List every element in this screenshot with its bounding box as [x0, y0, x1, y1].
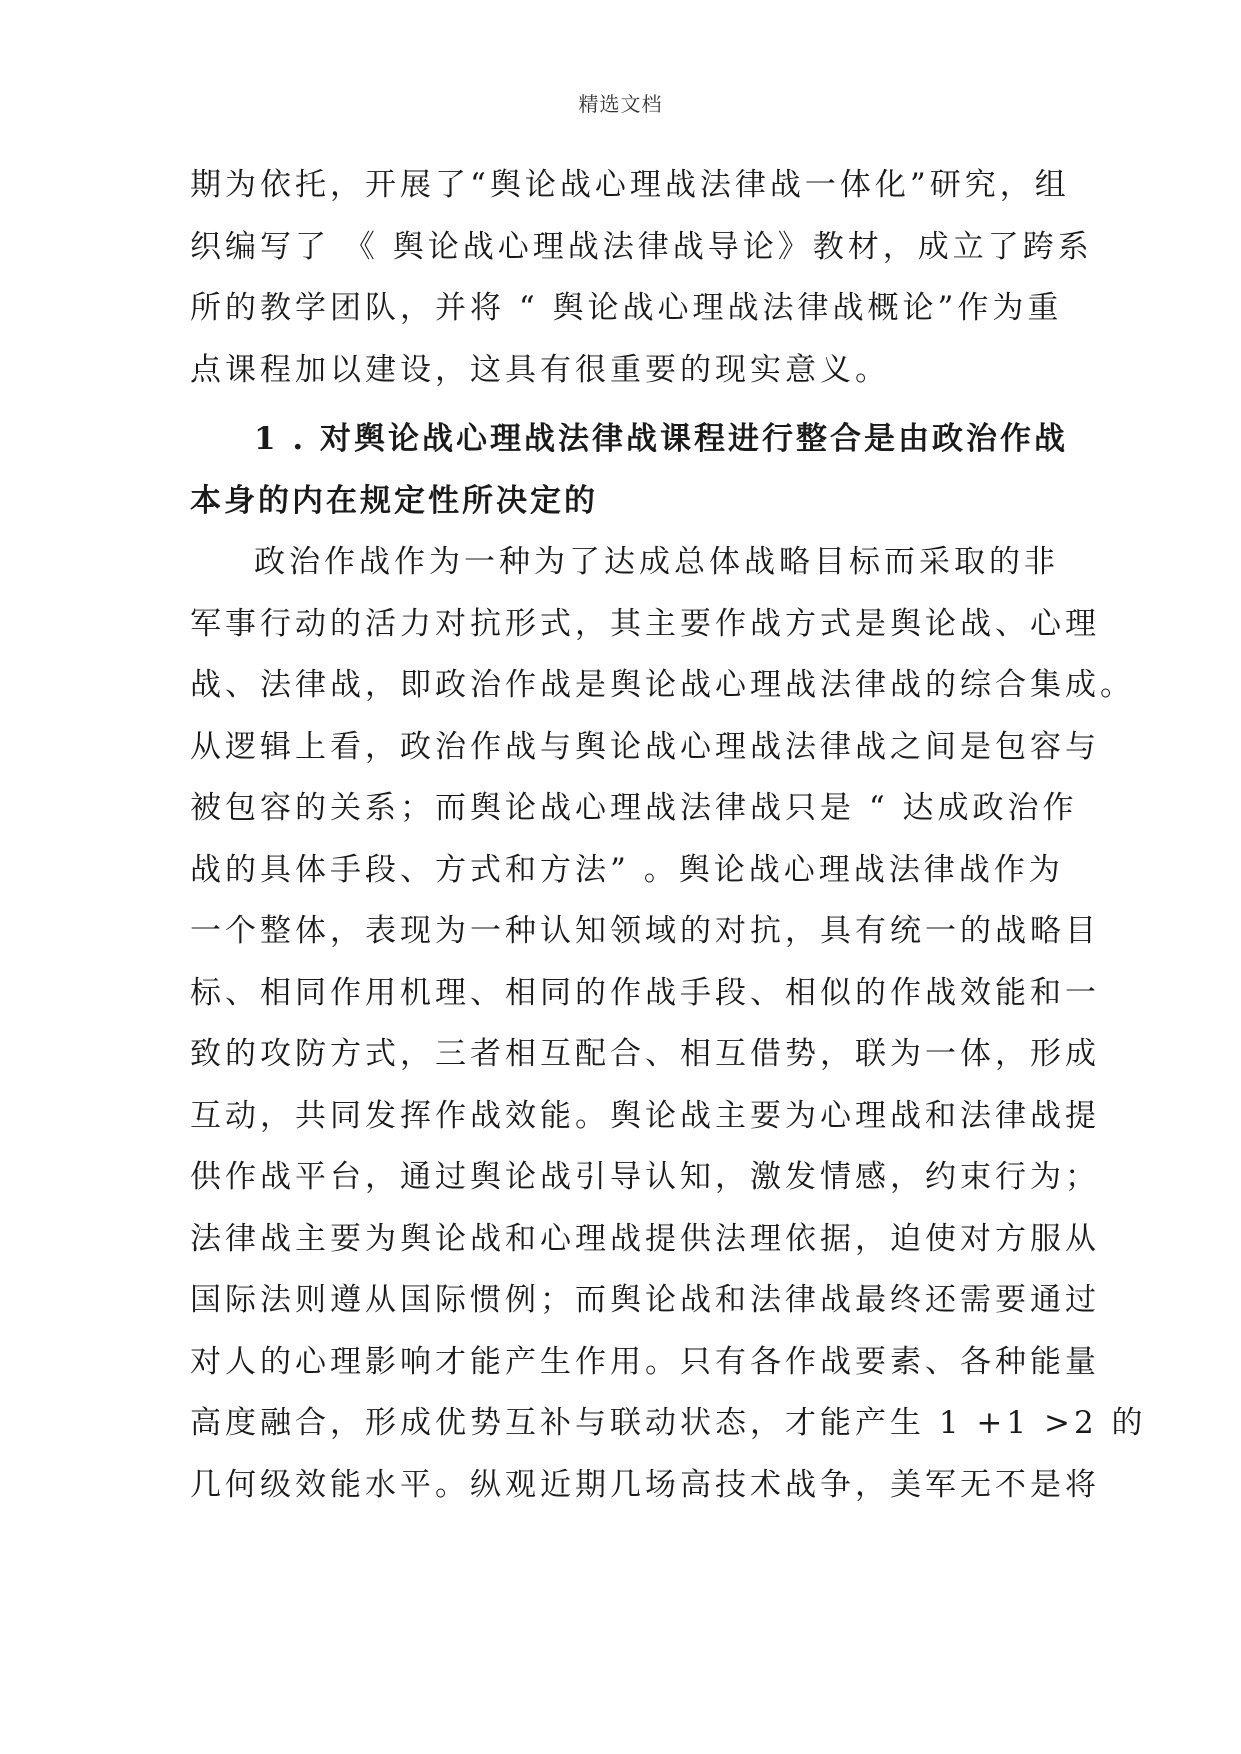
text-line: 期为依托，开展了“舆论战心理战法律战一体化”研究，组: [190, 167, 1070, 203]
page-header: 精选文档: [578, 92, 663, 116]
paragraph: [190, 155, 1093, 401]
text-line: 致的攻防方式，三者相互配合、相互借势，联为一体，形成: [190, 1036, 1100, 1072]
text-line: 供作战平台，通过舆论战引导认知，激发情感，约束行为；: [190, 1159, 1100, 1195]
heading-line: 1 . 对舆论战心理战法律战课程进行整合是由政治作战: [254, 421, 1068, 457]
text-line: 高度融合，形成优势互补与联动状态，才能产生 1 +1 >2 的: [190, 1405, 1147, 1441]
paragraph: [190, 532, 1147, 1516]
text-line: 国际法则遵从国际惯例；而舆论战和法律战最终还需要通过: [190, 1282, 1100, 1318]
text-line: 标、相同作用机理、相同的作战手段、相似的作战效能和一: [190, 974, 1100, 1011]
text-line: 几何级效能水平。纵观近期几场高技术战争，美军无不是将: [190, 1466, 1100, 1503]
text-line: 政治作战作为一种为了达成总体战略目标而采取的非: [254, 544, 1059, 580]
text-line: 互动，共同发挥作战效能。舆论战主要为心理战和法律战提: [190, 1097, 1100, 1134]
text-line: 所的教学团队，并将 “ 舆论战心理战法律战概论”作为重: [190, 290, 1063, 326]
text-line: 对人的心理影响才能产生作用。只有各作战要素、各种能量: [190, 1343, 1100, 1380]
text-line: 从逻辑上看，政治作战与舆论战心理战法律战之间是包容与: [190, 728, 1100, 765]
heading-line: 本身的内在规定性所决定的: [190, 482, 598, 519]
text-line: 被包容的关系；而舆论战心理战法律战只是 “ 达成政治作: [190, 790, 1078, 826]
section-heading: [190, 409, 1068, 532]
text-line: 战的具体手段、方式和方法” 。舆论战心理战法律战作为: [190, 851, 1064, 888]
document-body: [190, 155, 1147, 1516]
text-line: 战、法律战，即政治作战是舆论战心理战法律战的综合集成。: [190, 667, 1135, 703]
text-line: 法律战主要为舆论战和心理战提供法理依据，迫使对方服从: [190, 1220, 1100, 1257]
text-line: 点课程加以建设，这具有很重要的现实意义。: [190, 351, 890, 388]
text-line: 织编写了 《 舆论战心理战法律战导论》教材，成立了跨系: [190, 228, 1093, 265]
text-line: 一个整体，表现为一种认知领域的对抗，具有统一的战略目: [190, 913, 1100, 949]
text-line: 军事行动的活力对抗形式，其主要作战方式是舆论战、心理: [190, 605, 1100, 642]
